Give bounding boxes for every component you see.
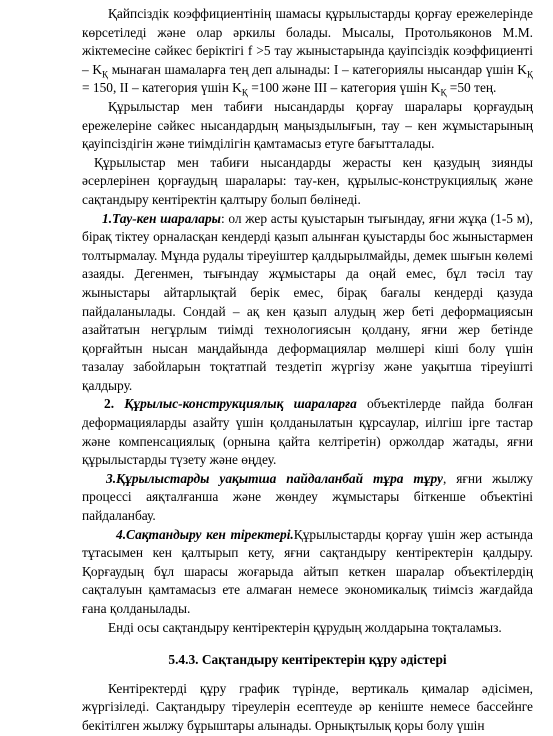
paragraph-transition: Енді осы сақтандыру кентіректерін құрудың жолдарына тоқталамыз. [108, 619, 502, 635]
paragraph-safety-pillars [82, 526, 533, 619]
paragraph-mining-measures [82, 210, 533, 396]
section-heading: 5.4.3. Сақтандыру кентіректерін құру әдістері [168, 652, 447, 668]
document-page [82, 5, 533, 736]
paragraph-construction-measures [82, 395, 533, 469]
temporary-suspension-text: , яғни жылжу процессі аяқталғанша және жөндеу жұмыстары біткенше объектіні пайдаланбау. [82, 470, 533, 524]
paragraph-protection-measures: Құрылыстар мен табиғи нысандарды қорғау шаралары қорғаудың ережелеріне сәйкес нысандардың маңыздылығын, тау – кен жұмыстарының қауіпсіздігін және тиімділігін қамтамасыз етуге бағытталады. [82, 98, 533, 152]
mining-measures-text: : ол жер асты қуыстарын тығындау, яғни жұқа (1-5 м), бірақ тіктеу орналасқан кендерді қазып алынған қуыстарды бос жыныстармен толтырмалау. Мұнда рудалы тіреуіштер қалдырылмайды, демек шығын көлемі азаяды. Дегенмен, тығындау жұмыстары да оңай емес, бұл тәсіл тау жыныстары айтарлықтай берік емес, бірақ бағалы кендерді қазуда пайдаланылады. Сондай – ақ кен қазып алудың жер беті деформациясын азайтатын негұрлым тиімді технологиясын қолдану, яғни жер бетінде қорғайтын нысан маңдайында деформациялар мөлшері кіші болу үшін тазалау забойларын тоқтатпай тездетіп жүргізу және уақытша тіреуішті қалдыру. [82, 210, 533, 393]
paragraph-temporary-suspension [82, 470, 533, 526]
p1-text-b: мынаған шамаларға тең деп алынады: І – категориялы нысандар үшін K [108, 61, 527, 77]
construction-measures-number: 2. [104, 396, 125, 412]
p1-sub-2: Қ [526, 69, 533, 80]
mining-measures-heading: 1.Тау-кен шаралары [102, 210, 221, 226]
construction-measures-heading: Құрылыс-конструкциялық шараларға [124, 396, 357, 412]
p1-text-c: = 150, ІІ – категория үшін K [82, 80, 242, 96]
safety-pillars-heading: 4.Сақтандыру кен тіректері. [116, 526, 294, 542]
paragraph-measure-types: Құрылыстар мен табиғи нысандарды жерасты кен қазудың зиянды әсерлерінен қорғаудың шаралары: тау-кен, құрылыс-конструкциялық және сақтандыру кентіректін қалтыру болып бөлінеді. [82, 154, 533, 207]
safety-pillars-text: Құрылыстарды қорғау үшін жер астында тұтасымен кен қалтырып кету, яғни сақтандыру кентіректерін қалдыру. Қорғаудың бұл шарасы жоғарыда айтып кеткен шаралар объектілердің сақталуын қамтамасыз ете алмаған немесе экономикалық тиімсіз жағдайда ғана қолданылады. [82, 526, 534, 616]
construction-measures-text: объектілерде пайда болған деформацияларды азайту үшін қолданылатын құрсаулар, иілгіш ірге тастар және компенсациялық (орнына қайта келтіретін) оржолдар жатады, яғни құрылыстарды түзету және өңдеу. [82, 396, 534, 468]
temporary-suspension-heading: 3.Құрылыстарды уақытша пайдаланбай тұра тұру [106, 470, 443, 486]
paragraph-safety-coefficient [82, 5, 533, 98]
paragraph-pillar-construction: Кентіректерді құру график түрінде, вертикаль қималар әдісімен, жүргізіледі. Сақтандыру тіреулерін есептеуде әр кеніште немесе бассейнге бекітілген жылжу бұрыштары алынады. Орнықтылық қоры болу үшін [82, 680, 533, 733]
p1-sub-4: Қ [440, 88, 447, 99]
p1-text: Қайпсіздік коэффициентінің шамасы құрылыстарды қорғау ережелерінде көрсетіледі және олар әркилы болады. Мысалы, Протольяконов М.М. жіктемесіне сәйкес беріктігі f >5 тау жыныстарында қауіпсіздік коэффициенті – K [82, 6, 533, 77]
p1-text-e: =50 тең. [446, 80, 497, 96]
p1-sub-1: Қ [102, 69, 109, 80]
p1-sub-3: Қ [241, 88, 248, 99]
p1-text-d: =100 және ІІІ – категория үшін K [247, 80, 441, 96]
